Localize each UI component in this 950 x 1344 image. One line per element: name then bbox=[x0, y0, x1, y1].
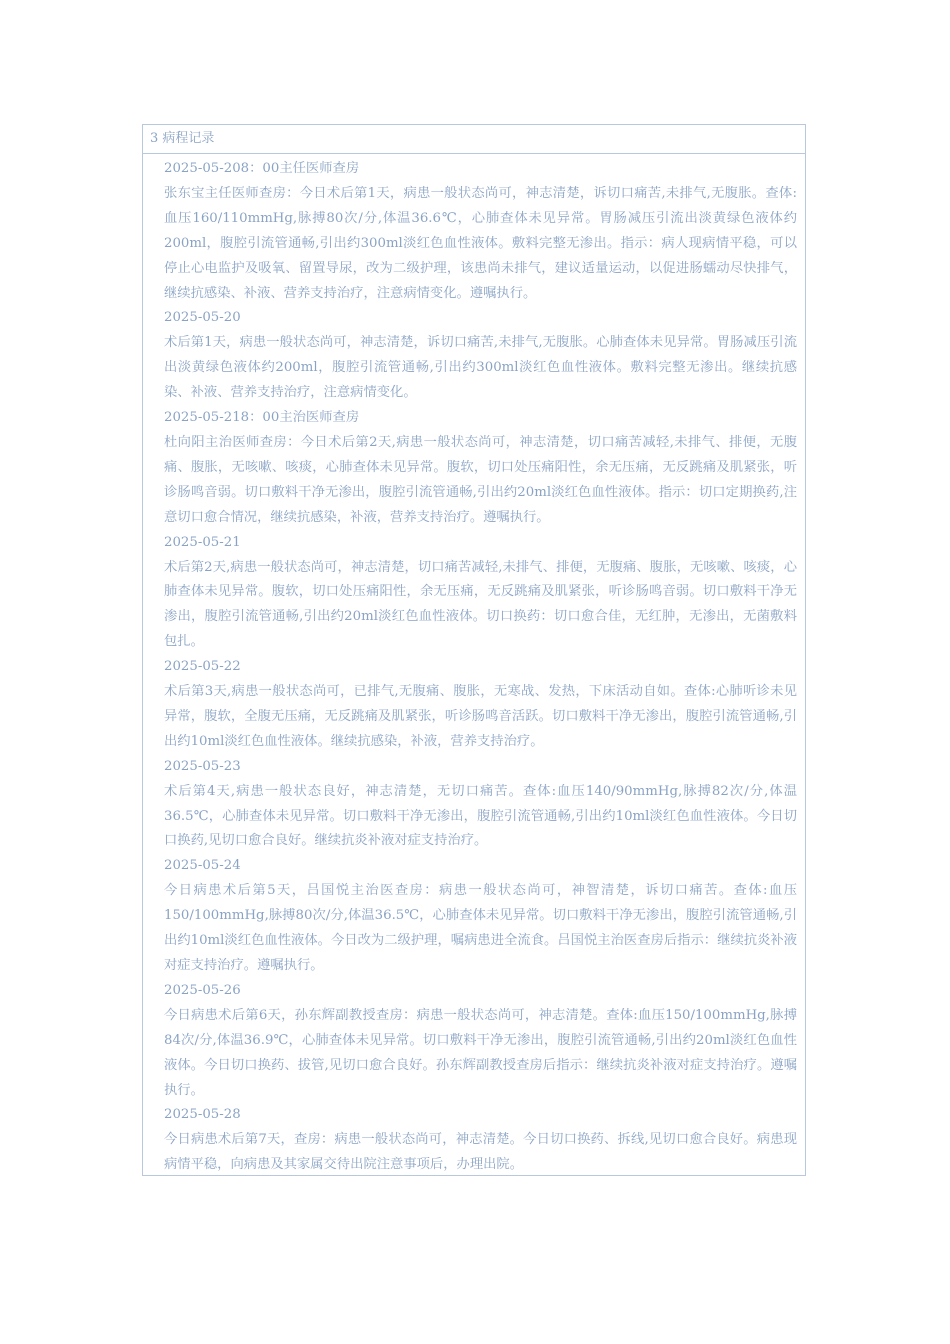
entry-date: 2025-05-22 bbox=[164, 659, 241, 675]
entry-text: 今日病患术后第6天，孙东辉副教授查房：病患一般状态尚可，神志清楚。查体:血压150/100mmHg,脉搏84次/分,体温36.9℃，心肺查体未见异常。切口敷料干净无渗出，腹腔引流管通畅,引出约20ml淡红色血性液体。今日切口换药、拔管,见切口愈合良好。孙东辉副教授查房后指示：继续抗炎补液对症支持治疗。遵嘱执行。 bbox=[164, 1007, 797, 1098]
section-title: 3 病程记录 bbox=[143, 125, 805, 154]
record-entry bbox=[164, 531, 797, 656]
record-entry bbox=[164, 157, 797, 306]
entry-text: 杜向阳主治医师查房：今日术后第2天,病患一般状态尚可，神志清楚，切口痛苦减轻,未排气、排便，无腹痛、腹胀，无咳嗽、咳痰，心肺查体未见异常。腹软，切口处压痛阳性，余无压痛，无反跳痛及肌紧张，听诊肠鸣音弱。切口敷料干净无渗出，腹腔引流管通畅,引出约20ml淡红色血性液体。指示：切口定期换药,注意切口愈合情况，继续抗感染，补液，营养支持治疗。遵嘱执行。 bbox=[164, 434, 797, 525]
record-entry bbox=[164, 655, 797, 755]
entry-date: 2025-05-218：00主治医师查房 bbox=[164, 410, 360, 426]
entry-text: 术后第1天，病患一般状态尚可，神志清楚，诉切口痛苦,未排气,无腹胀。心肺查体未见异常。胃肠减压引流出淡黄绿色液体约200ml，腹腔引流管通畅,引出约300ml淡红色血性液体。敷料完整无渗出。继续抗感染、补液、营养支持治疗，注意病情变化。 bbox=[164, 335, 797, 401]
progress-record-section bbox=[142, 124, 806, 1176]
entry-date: 2025-05-208：00主任医师查房 bbox=[164, 161, 360, 176]
entry-date: 2025-05-24 bbox=[164, 858, 241, 874]
entry-date: 2025-05-20 bbox=[164, 310, 241, 326]
entry-text: 术后第4天,病患一般状态良好，神志清楚，无切口痛苦。查体:血压140/90mmHg,脉搏82次/分,体温36.5℃，心肺查体未见异常。切口敷料干净无渗出，腹腔引流管通畅,引出约10ml淡红色血性液体。今日切口换药,见切口愈合良好。继续抗炎补液对症支持治疗。 bbox=[164, 783, 797, 849]
record-entry bbox=[164, 1103, 797, 1178]
entry-date: 2025-05-26 bbox=[164, 982, 241, 998]
record-entry bbox=[164, 306, 797, 406]
entry-text: 今日病患术后第7天，查房：病患一般状态尚可，神志清楚。今日切口换药、拆线,见切口愈合良好。病患现病情平稳，向病患及其家属交待出院注意事项后，办理出院。 bbox=[164, 1132, 797, 1173]
entry-text: 今日病患术后第5天，吕国悦主治医查房：病患一般状态尚可，神智清楚，诉切口痛苦。查体:血压150/100mmHg,脉搏80次/分,体温36.5℃，心肺查体未见异常。切口敷料干净无渗出，腹腔引流管通畅,引出约10ml淡红色血性液体。今日改为二级护理，嘱病患进全流食。吕国悦主治医查房后指示：继续抗炎补液对症支持治疗。遵嘱执行。 bbox=[164, 883, 797, 973]
record-entries bbox=[164, 154, 797, 1178]
entry-text: 术后第2天,病患一般状态尚可，神志清楚，切口痛苦减轻,未排气、排便，无腹痛、腹胀，无咳嗽、咳痰，心肺查体未见异常。腹软，切口处压痛阳性，余无压痛，无反跳痛及肌紧张，听诊肠鸣音弱。切口敷料干净无渗出，腹腔引流管通畅,引出约20ml淡红色血性液体。切口换药：切口愈合佳，无红肿，无渗出，无菌敷料包扎。 bbox=[164, 559, 797, 650]
record-entry bbox=[164, 406, 797, 531]
entry-date: 2025-05-28 bbox=[164, 1107, 241, 1123]
entry-date: 2025-05-23 bbox=[164, 758, 241, 774]
record-entry bbox=[164, 854, 797, 979]
record-entry bbox=[164, 979, 797, 1104]
entry-text: 术后第3天,病患一般状态尚可，已排气,无腹痛、腹胀，无寒战、发热，下床活动自如。查体:心肺听诊未见异常，腹软，全腹无压痛，无反跳痛及肌紧张，听诊肠鸣音活跃。切口敷料干净无渗出，腹腔引流管通畅,引出约10ml淡红色血性液体。继续抗感染，补液，营养支持治疗。 bbox=[164, 684, 797, 749]
entry-date: 2025-05-21 bbox=[164, 534, 241, 550]
record-entry bbox=[164, 755, 797, 855]
entry-text: 张东宝主任医师查房：今日术后第1天，病患一般状态尚可，神志清楚，诉切口痛苦,未排气,无腹胀。查体:血压160/110mmHg,脉搏80次/分,体温36.6℃，心肺查体未见异常。胃肠减压引流出淡黄绿色液体约200ml，腹腔引流管通畅,引出约300ml淡红色血性液体。敷料完整无渗出。指示：病人现病情平稳，可以停止心电监护及吸氧、留置导尿，改为二级护理，该患尚未排气，建议适量运动，以促进肠蠕动尽快排气，继续抗感染、补液、营养支持治疗，注意病情变化。遵嘱执行。 bbox=[164, 185, 797, 301]
